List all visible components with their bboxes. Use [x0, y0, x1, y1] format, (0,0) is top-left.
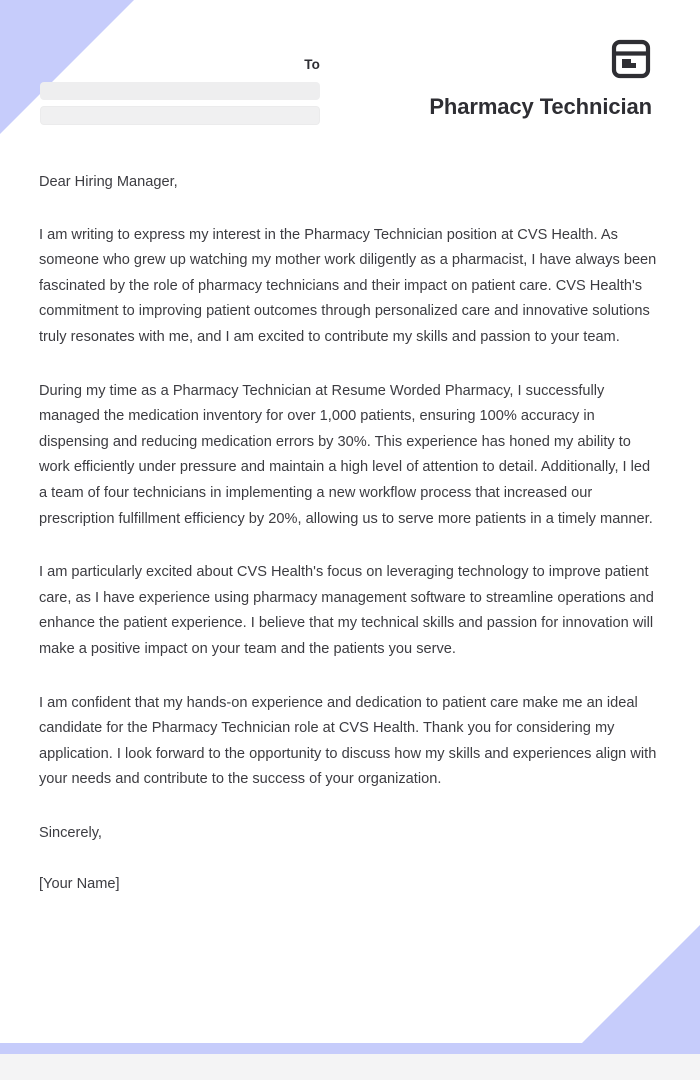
letter-paragraph-4: I am confident that my hands-on experience and dedication to patient care make me an ideal candidate for the Pharmacy Technician role at CVS Health. Thank you for considering my application. I look forward to the opportunity to discuss how my skills and experiences align with your needs and contribute to the success of your organization.	[39, 694, 657, 788]
letter-signature: [Your Name]	[39, 876, 120, 893]
to-label: To	[304, 57, 320, 72]
letter-paragraph-2: During my time as a Pharmacy Technician at Resume Worded Pharmacy, I successfully managed the medication inventory for over 1,000 patients, ensuring 100% accuracy in dispensing and reducing medication errors by 30%. This experience has honed my ability to work efficiently under pressure and maintain a high level of attention to detail. Additionally, I led a team of four technicians in implementing a new workflow process that increased our prescription fulfillment efficiency by 20%, allowing us to serve more patients in a timely manner.	[39, 382, 653, 527]
bottom-right-accent-triangle	[572, 925, 700, 1053]
recipient-block	[40, 56, 320, 125]
letter-closing: Sincerely,	[39, 824, 102, 841]
letter-paragraph-3: I am particularly excited about CVS Health's focus on leveraging technology to improve patient care, as I have experience using pharmacy management software to streamline operations and enhance the patient experience. I believe that my technical skills and passion for innovation will make a positive impact on your team and the patients you serve.	[39, 564, 654, 657]
letter-salutation: Dear Hiring Manager,	[39, 174, 178, 190]
recipient-field-line-2[interactable]	[40, 106, 320, 125]
letterhead-brand	[429, 38, 652, 120]
letter-header	[0, 0, 700, 150]
letter-body	[39, 170, 660, 898]
job-title: Pharmacy Technician	[429, 94, 652, 119]
recipient-field-line-1[interactable]	[40, 82, 320, 100]
window-card-icon	[610, 38, 652, 80]
letter-paragraph-1: I am writing to express my interest in the Pharmacy Technician position at CVS Health. As someone who grew up watching my mother work diligently as a pharmacist, I have always been fascinated by the role of pharmacy technicians and their impact on patient care. CVS Health's commitment to improving patient outcomes through personalized care and innovative solutions truly resonates with me, and I am excited to contribute my skills and passion to your team.	[39, 226, 657, 345]
